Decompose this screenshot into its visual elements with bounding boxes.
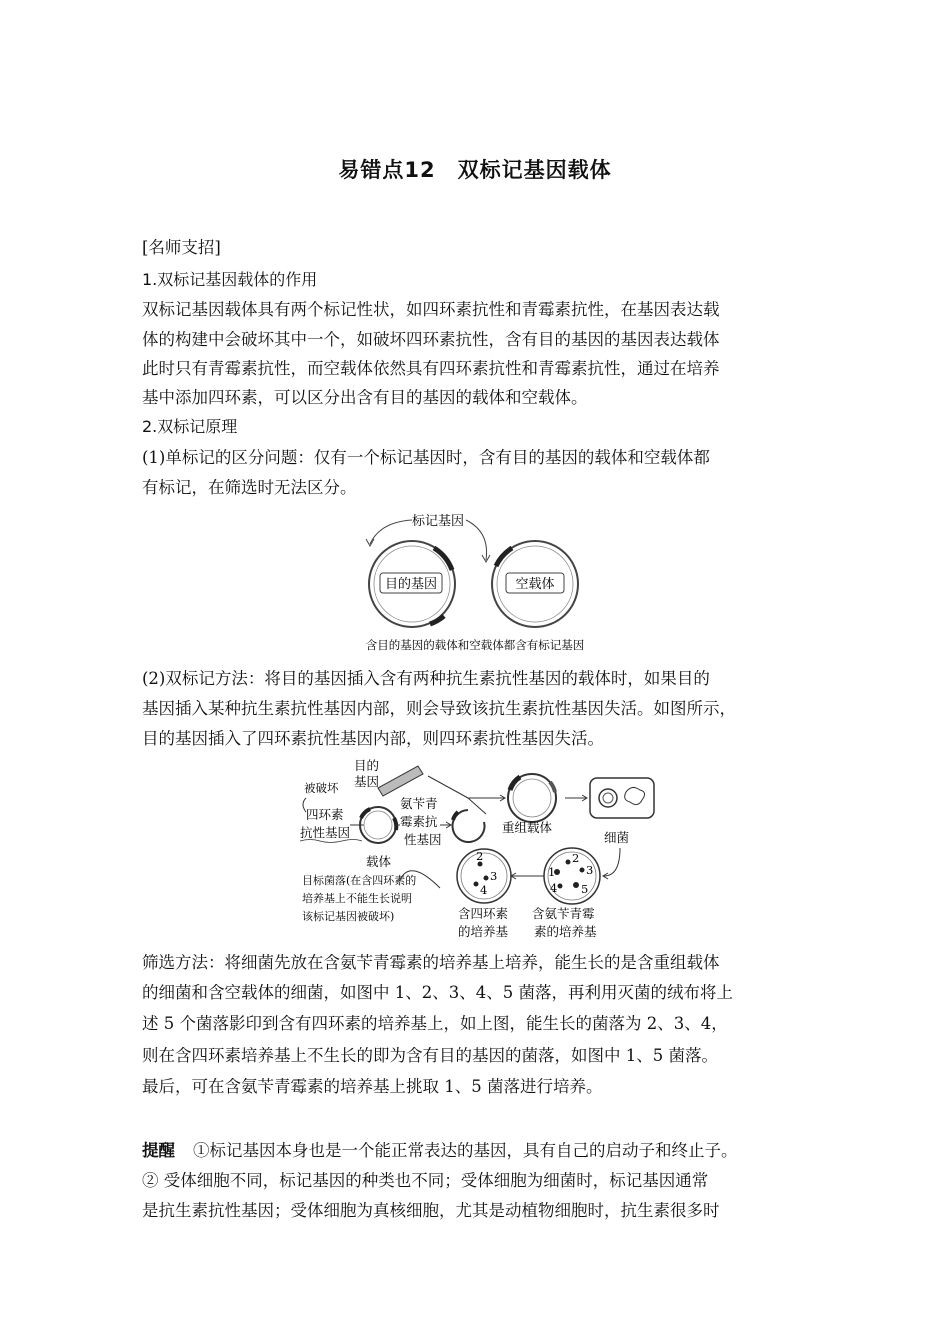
fig2-bacteria <box>590 778 654 818</box>
fig2-amp-number-1: 1 <box>548 865 556 879</box>
tip-line-2: ② 受体细胞不同，标记基因的种类也不同；受体细胞为细菌时，标记基因通常 <box>142 1171 709 1190</box>
fig2-amp-gene-line-1: 氨苄青 <box>400 796 438 811</box>
tip-line-3: 是抗生素抗性基因；受体细胞为真核细胞，尤其是动植物细胞时，抗生素很多时 <box>142 1201 720 1220</box>
s2-p3-line-3: 述 5 个菌落影印到含有四环素的培养基上，如上图，能生长的菌落为 2、3、4， <box>142 1014 728 1033</box>
fig2-cut-plasmid <box>453 810 485 842</box>
fig2-recombinant-plasmid <box>508 774 556 822</box>
fig2-amp-medium-line-2: 素的培养基 <box>534 924 597 939</box>
fig2-gene-fragment <box>378 766 423 796</box>
s2-p2-line-1: (2)双标记方法：将目的基因插入含有两种抗生素抗性基因的载体时，如果目的 <box>142 669 710 688</box>
fig1-left-plasmid <box>369 541 455 627</box>
s2-p2-line-3: 目的基因插入了四环素抗性基因内部，则四环素抗性基因失活。 <box>142 729 604 748</box>
fig2-amp-number-2: 2 <box>572 851 580 865</box>
fig2-amp-medium-line-1: 含氨苄青霉 <box>532 906 595 921</box>
figure-double-marker <box>290 752 670 944</box>
fig2-tet-plate <box>457 849 511 903</box>
s2-p3-line-4: 则在含四环素培养基上不生长的即为含有目的基因的菌落，如图中 1、5 菌落。 <box>142 1046 718 1065</box>
fig2-amp-plate <box>544 848 600 904</box>
fig1-right-plasmid <box>492 541 578 627</box>
figure-single-marker <box>330 508 630 658</box>
fig1-marker-label: 标记基因 <box>411 514 465 529</box>
fig2-tet-gene-line-2: 抗性基因 <box>300 825 351 840</box>
tip-text-1: ①标记基因本身也是一个能正常表达的基因，具有自己的启动子和终止子。 <box>193 1141 738 1160</box>
fig2-vector-label: 载体 <box>366 854 392 869</box>
fig1-caption: 含目的基因的载体和空载体都含有标记基因 <box>365 638 585 652</box>
fig2-tet-number-1: 2 <box>476 849 484 863</box>
section-1-heading: 1.双标记基因载体的作用 <box>142 270 318 289</box>
s2-p2-line-2: 基因插入某种抗生素抗性基因内部，则会导致该抗生素抗性基因失活。如图所示， <box>142 699 736 718</box>
section-2-heading: 2.双标记原理 <box>142 417 238 436</box>
fig2-colony-note-line-1: 目标菌落(在含四环素的 <box>302 874 417 887</box>
section-tag: [名师支招] <box>142 238 221 257</box>
fig2-bacteria-label: 细菌 <box>604 830 630 845</box>
fig1-arrow-left <box>370 520 412 544</box>
s2-p1-line-2: 有标记，在筛选时无法区分。 <box>142 478 357 497</box>
fig2-destroyed: 被破坏 <box>304 781 339 795</box>
s2-p3-line-2: 的细菌和含空载体的细菌，如图中 1、2、3、4、5 菌落，再利用灭菌的绒布将上 <box>142 983 733 1002</box>
fig2-tet-gene-line-1: 四环素 <box>306 807 344 822</box>
fig2-amp-gene-line-3: 性基因 <box>404 832 442 847</box>
fig2-amp-number-4: 4 <box>550 881 558 895</box>
s1-line-2: 体的构建中会破坏其中一个，如破坏四环素抗性，含有目的基因的基因表达载体 <box>142 330 720 349</box>
fig2-colony-note-line-2: 培养基上不能生长说明 <box>302 892 412 905</box>
fig2-recombinant-label: 重组载体 <box>502 820 553 835</box>
s2-p3-line-5: 最后，可在含氨苄青霉素的培养基上挑取 1、5 菌落进行培养。 <box>142 1077 603 1096</box>
tip-label: 提醒 <box>142 1141 175 1160</box>
tip-line-1 <box>142 1138 822 1163</box>
fig2-target-gene-line-2: 基因 <box>354 774 380 789</box>
fig2-amp-gene-line-2: 霉素抗 <box>400 814 438 829</box>
s1-line-4: 基中添加四环素，可以区分出含有目的基因的载体和空载体。 <box>142 388 588 407</box>
fig2-vector-plasmid <box>360 807 396 843</box>
fig2-colony-note-line-3: 该标记基因被破坏) <box>302 910 395 923</box>
s2-p1-line-1: (1)单标记的区分问题：仅有一个标记基因时，含有目的基因的载体和空载体都 <box>142 448 710 467</box>
fig2-tet-number-3: 3 <box>490 869 498 883</box>
page-title: 易错点12 双标记基因载体 <box>338 158 612 182</box>
s1-line-1: 双标记基因载体具有两个标记性状，如四环素抗性和青霉素抗性，在基因表达载 <box>142 300 720 319</box>
fig1-arrow-right <box>466 520 487 560</box>
fig2-target-gene-line-1: 目的 <box>354 758 380 773</box>
s1-line-3: 此时只有青霉素抗性，而空载体依然具有四环素抗性和青霉素抗性，通过在培养 <box>142 359 720 378</box>
fig2-tet-number-2: 4 <box>480 883 488 897</box>
fig2-amp-number-3: 3 <box>586 863 594 877</box>
fig1-left-label: 目的基因 <box>384 577 438 592</box>
fig2-tet-medium-line-2: 的培养基 <box>458 924 509 939</box>
fig2-amp-number-5: 5 <box>581 882 589 896</box>
s2-p3-line-1: 筛选方法：将细菌先放在含氨苄青霉素的培养基上培养，能生长的是含重组载体 <box>142 953 720 972</box>
fig2-tet-medium-line-1: 含四环素 <box>458 906 509 921</box>
fig1-right-label: 空载体 <box>515 577 555 592</box>
